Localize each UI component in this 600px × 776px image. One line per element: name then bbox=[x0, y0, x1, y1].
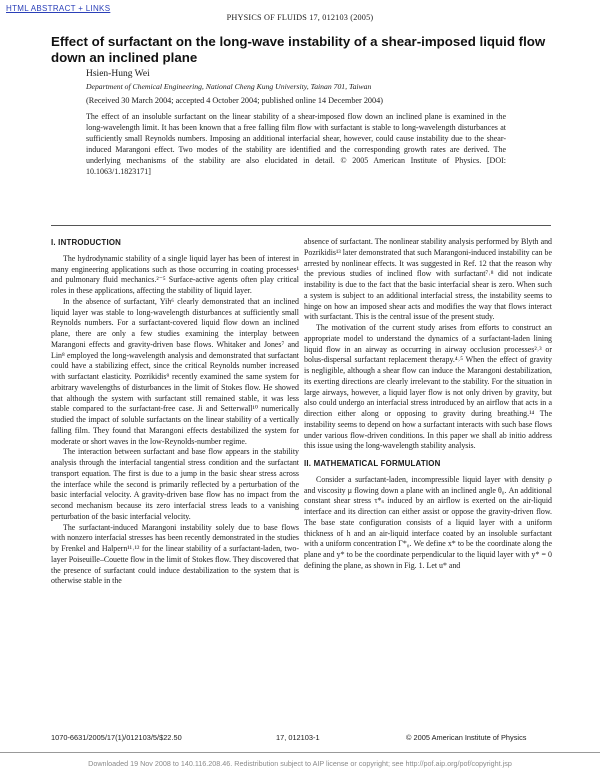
footer-page-number: 17, 012103-1 bbox=[276, 733, 320, 742]
paragraph: The interaction between surfactant and base flow appears in the stability analysis through the interfacial tangential stress condition and the surfactant transport equation. The first is due to a jump in the basic shear stress across the interface while the second is primarily reflected by a perturbation of the basic interfacial velocity. A gravity-driven base flow has no impact from the second mechanism because its zero interfacial stress leads to a vanishing perturbation of the basic interfacial velocity. bbox=[51, 447, 299, 521]
paper-title: Effect of surfactant on the long-wave instability of a shear-imposed liquid flow down an inclined plane bbox=[51, 34, 546, 65]
footer-issn: 1070-6631/2005/17(1)/012103/5/$22.50 bbox=[51, 733, 182, 742]
received-dates: (Received 30 March 2004; accepted 4 October 2004; published online 14 December 2004) bbox=[86, 96, 383, 105]
header-divider bbox=[51, 225, 551, 226]
paragraph: The hydrodynamic stability of a single liquid layer has been of interest in many engineering applications such as those occurring in coating processes¹ and pulmonary fluid mechanics.²⁻⁵ Surface-active agents often play critical roles in these applications, affecting the stability of liquid layer. bbox=[51, 253, 299, 295]
paragraph: The surfactant-induced Marangoni instability solely due to base flows with nonzero interfacial stresses has been recently demonstrated in the studies by Frenkel and Halpern¹¹˒¹² for the linear stability of a surfactant-laden, two-layer Poiseuille–Couette flow in the limit of Stokes flow. They discovered that the presence of surfactant could induce destabilization to the system that is otherwise stable in the bbox=[51, 522, 299, 586]
right-column bbox=[304, 237, 552, 572]
affiliation: Department of Chemical Engineering, National Cheng Kung University, Tainan 701, Taiwan bbox=[86, 82, 372, 91]
paragraph: In the absence of surfactant, Yih⁶ clearly demonstrated that an inclined liquid layer was stable to long-wavelength disturbances at sufficiently small Reynolds numbers. For a surfactant-covered liquid flow down an inclined plane, there are only a few studies examining the interplay between Marangoni effects and gravity-driven base flows. Whitaker and Jones⁷ and Lin⁸ employed the long-wavelength analysis and demonstrated that surfactant could have a stabilizing effect, since the critical Reynolds number increased with surfactant elasticity. Pozrikidis⁹ recently examined the same system for arbitrary wavelengths of disturbances in the limit of Stokes flow. He showed that although the system with surfactant still remained stable, it was less stable compared to the surfactant-free case. Ji and Setterwall¹⁰ numerically studied the impact of soluble surfactants on the linear stability of a vertically falling film. They found that Marangoni effects destabilized the system for moderate or short waves in the low-Reynolds-number regime. bbox=[51, 296, 299, 446]
paragraph: The motivation of the current study arises from efforts to construct an appropriate model to understand the dynamics of a surfactant-laden lining liquid flow in an airway as occurring in airway occlusion processes²˒³ or bolus-dispersal surfactant replacement therapy.⁴˒⁵ When the effect of gravity is negligible, although a shear flow can induce the Marangoni destabilization, its exerting directions are clearly irrelevant to the stability. For the situation in large airways, however, a liquid layer flow is not only driven by gravity, but also could undergo an interfacial stress introduced by an airflow that acts in a direction either along or opposing to gravity during breathing.¹⁴ The instability seems to depend on how a surfactant interacts with such base flows under various flow-driven conditions. In this paper we shall ab initio address this issue using the long-wavelength stability analysis. bbox=[304, 323, 552, 451]
footer-copyright: © 2005 American Institute of Physics bbox=[406, 733, 527, 742]
author: Hsien-Hung Wei bbox=[86, 69, 150, 79]
footer-divider bbox=[0, 752, 600, 753]
abstract: The effect of an insoluble surfactant on the linear stability of a shear-imposed flow down an inclined plane is examined in the long-wavelength limit. It has been known that a free falling film flow with surfactant is stable to long-wavelength disturbances at sufficiently small Reynolds numbers. Imposing an additional interfacial shear, however, could cause instability due to the shear-induced Marangoni effect. Two modes of the stability are identified and the corresponding growth rates are derived. The underlying mechanisms of the stability are also elucidated in detail. © 2005 American Institute of Physics. [DOI: 10.1063/1.1823171] bbox=[86, 112, 506, 176]
running-head: PHYSICS OF FLUIDS 17, 012103 (2005) bbox=[226, 13, 374, 22]
download-notice: Downloaded 19 Nov 2008 to 140.116.208.46. Redistribution subject to AIP license or copyright; see http://pof.aip.org/pof/copyright.jsp bbox=[88, 759, 512, 768]
paragraph: Consider a surfactant-laden, incompressible liquid layer with density ρ and viscosity μ flowing down a plane with an inclined angle θ₀. An additional constant shear stress τ*ₛ induced by an airflow is exerted on the air-liquid interface and its direction can either assist or oppose the gravity-driven flow. The base state configuration consists of a liquid layer with a uniform thickness of h and an air-liquid interface coated by an insoluble surfactant with a uniform concentration Γ*₀. We define x* to be the coordinate along the plane and y* to be the coordinate perpendicular to the liquid layer with y* = 0 defining the plane, as shown in Fig. 1. Let u* and bbox=[304, 474, 552, 570]
section-heading-formulation: II. MATHEMATICAL FORMULATION bbox=[304, 459, 441, 468]
abstract-links[interactable]: HTML ABSTRACT + LINKS bbox=[6, 4, 111, 13]
section-heading-introduction: I. INTRODUCTION bbox=[51, 238, 122, 247]
left-column bbox=[51, 238, 299, 587]
paragraph: absence of surfactant. The nonlinear stability analysis performed by Blyth and Pozrikidis¹³ later demonstrated that such Marangoni-induced instability can be arrested by nonlinear effects. It was suggested in Ref. 12 that the reason why the previous studies of inclined flow with surfactant⁷˒⁸ did not indicate instability is due to the fact that the basic interfacial shear is zero. When such a system is subject to an additional interfacial stress, the instability seems to hinge on how an imposed shear acts and modifies the way that flows interact with surfactant. This is the central issue of the present study. bbox=[304, 237, 552, 322]
